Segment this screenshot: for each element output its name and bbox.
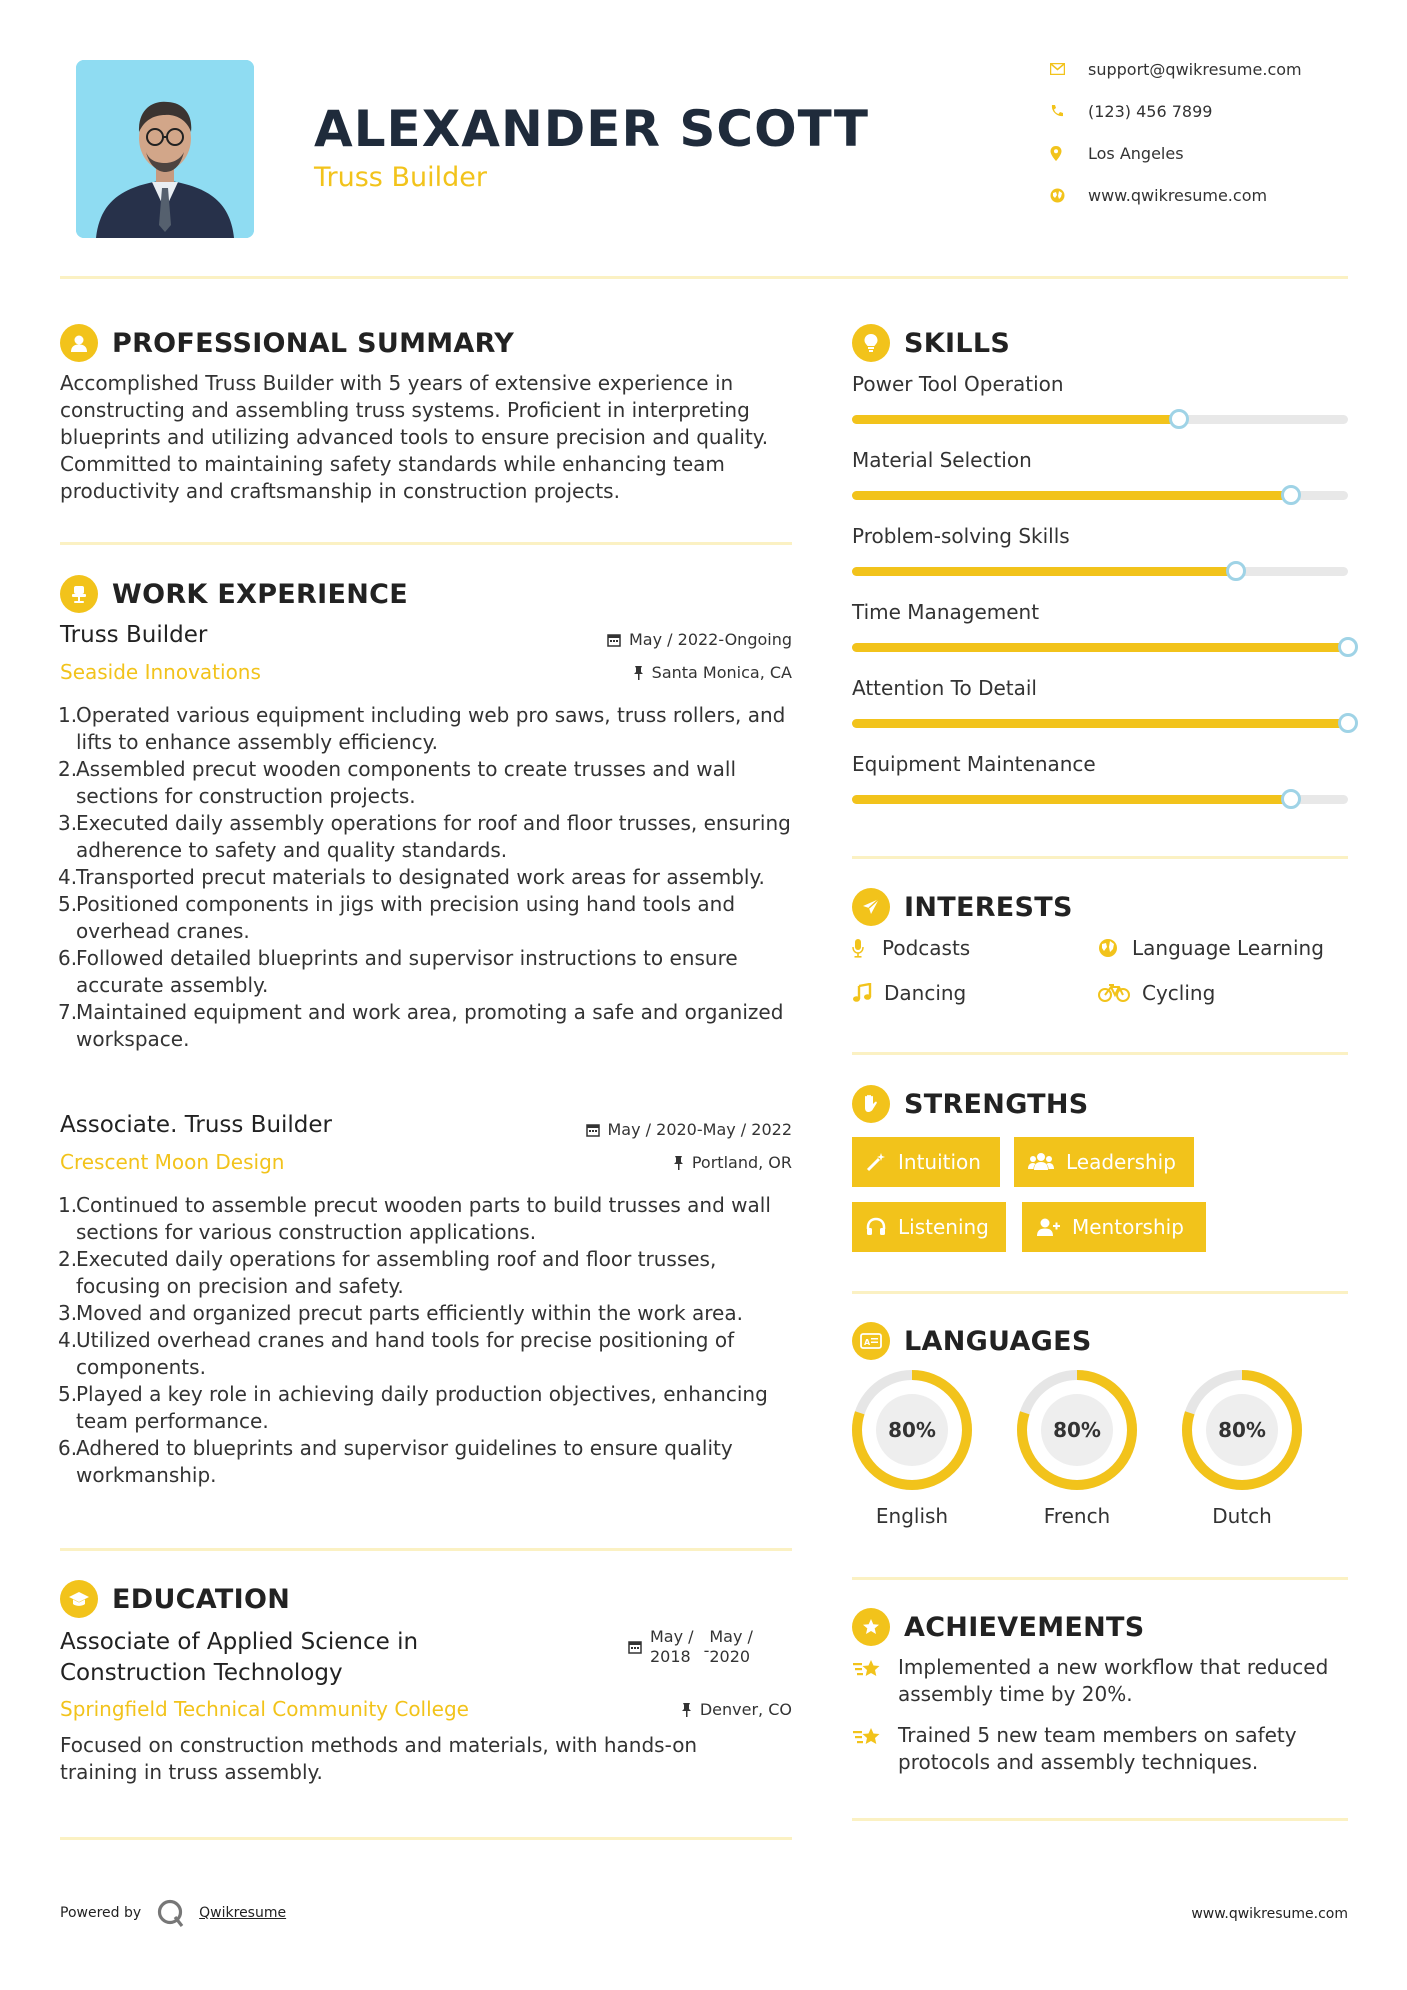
- summary-title: PROFESSIONAL SUMMARY: [112, 327, 515, 359]
- language-item: [850, 1368, 974, 1528]
- skills-list: [852, 372, 1348, 828]
- language-progress-ring: [1180, 1368, 1304, 1492]
- strength-badge: [852, 1202, 1006, 1252]
- skill-slider-handle[interactable]: [1338, 637, 1358, 657]
- skills-heading: [852, 324, 1010, 362]
- strength-label: Leadership: [1066, 1150, 1176, 1174]
- skill-bar: [852, 643, 1348, 652]
- phone-icon: [1050, 104, 1088, 118]
- education-location-text: Denver, CO: [699, 1700, 792, 1719]
- job-date: [500, 1120, 792, 1139]
- interests-heading: [852, 888, 1073, 926]
- job-date-text: May / 2020-May / 2022: [607, 1120, 792, 1139]
- degree-title: [60, 1627, 500, 1689]
- education-location: [500, 1700, 792, 1719]
- candidate-role: Truss Builder: [314, 162, 487, 193]
- bicycle-icon: [1098, 984, 1142, 1002]
- interests-title: INTERESTS: [904, 891, 1073, 923]
- job-location-text: Portland, OR: [691, 1153, 792, 1172]
- strength-label: Mentorship: [1072, 1215, 1184, 1239]
- job-date-text: May / 2022-Ongoing: [629, 630, 792, 649]
- contact-phone-text: (123) 456 7899: [1088, 101, 1213, 121]
- job-location-text: Santa Monica, CA: [651, 663, 792, 682]
- qwikresume-link[interactable]: Qwikresume: [199, 1905, 287, 1921]
- skill-label: Material Selection: [852, 448, 1032, 472]
- contact-website[interactable]: [1050, 180, 1370, 210]
- list-item: 1. Continued to assemble precut wooden parts to build trusses and wall sections for various construction applications.: [58, 1193, 771, 1244]
- interest-label: Dancing: [884, 981, 967, 1005]
- list-item: 4. Utilized overhead cranes and hand tools for precise positioning of components.: [58, 1328, 735, 1379]
- strength-badge: [852, 1137, 1000, 1187]
- language-percent: 80%: [888, 1418, 936, 1442]
- skill-slider-handle[interactable]: [1281, 789, 1301, 809]
- languages-divider: [852, 1577, 1348, 1580]
- skill-item: [852, 752, 1348, 828]
- education-divider: [60, 1837, 792, 1840]
- header-divider: [60, 276, 1348, 279]
- achievements-title: ACHIEVEMENTS: [904, 1611, 1145, 1643]
- strengths-divider: [852, 1291, 1348, 1294]
- calendar-icon: [628, 1640, 642, 1654]
- education-title: EDUCATION: [112, 1583, 291, 1615]
- languages-heading: [852, 1322, 1092, 1360]
- shooting-star-icon: [852, 1722, 898, 1776]
- job-title: Associate. Truss Builder: [60, 1112, 333, 1138]
- job-bullets: [58, 1192, 798, 1489]
- degree-line: Associate of Applied Science in: [60, 1629, 419, 1655]
- achievement-text: Implemented a new workflow that reduced assembly time by 20%.: [898, 1655, 1329, 1706]
- languages-title: LANGUAGES: [904, 1325, 1092, 1357]
- list-item: 1. Operated various equipment including web pro saws, truss rollers, and lifts to enhance assembly efficiency.: [58, 703, 786, 754]
- svg-text:A: A: [864, 1338, 871, 1347]
- skill-label: Equipment Maintenance: [852, 752, 1096, 776]
- achievement-item: [852, 1654, 1342, 1708]
- interest-item: [1098, 981, 1215, 1005]
- paper-plane-icon: [852, 888, 890, 926]
- language-label: English: [875, 1504, 949, 1528]
- strength-badge: [1014, 1137, 1194, 1187]
- list-item: 3. Executed daily assembly operations for roof and floor trusses, ensuring adherence to safety and quality standards.: [58, 811, 791, 862]
- interest-label: Language Learning: [1132, 936, 1324, 960]
- list-item: 4. Transported precut materials to designated work areas for assembly.: [58, 865, 765, 889]
- job-company: Crescent Moon Design: [60, 1150, 285, 1174]
- strength-label: Intuition: [898, 1150, 981, 1174]
- lightbulb-icon: [852, 324, 890, 362]
- interest-label: Podcasts: [882, 936, 971, 960]
- experience-divider: [60, 1548, 792, 1551]
- user-icon: [60, 324, 98, 362]
- job-location: [500, 1153, 792, 1172]
- job-company: Seaside Innovations: [60, 660, 261, 684]
- skill-item: [852, 372, 1348, 448]
- graduation-icon: [60, 1580, 98, 1618]
- strength-label: Listening: [898, 1215, 989, 1239]
- interest-label: Cycling: [1142, 981, 1216, 1005]
- job-location: [500, 663, 792, 682]
- education-date-start: May / 2018: [650, 1627, 694, 1666]
- star-badge-icon: [852, 1608, 890, 1646]
- contact-website-text: www.qwikresume.com: [1088, 185, 1268, 205]
- interest-item: [1098, 936, 1324, 960]
- hand-fist-icon: [852, 1085, 890, 1123]
- calendar-icon: [607, 633, 621, 647]
- skill-slider-handle[interactable]: [1169, 409, 1189, 429]
- globe-icon: [1050, 188, 1088, 203]
- pushpin-icon: [633, 666, 644, 680]
- skill-bar: [852, 719, 1348, 728]
- skill-bar-fill: [852, 643, 1348, 652]
- education-date-end: - May / 2020: [703, 1627, 753, 1666]
- qwikresume-logo-icon: [155, 1898, 189, 1928]
- list-item: 7. Maintained equipment and work area, promoting a safe and organized workspace.: [58, 1000, 784, 1051]
- skill-item: [852, 600, 1348, 676]
- skill-bar: [852, 567, 1348, 576]
- strength-badge: [1022, 1202, 1206, 1252]
- strengths-heading: [852, 1085, 1089, 1123]
- list-item: 2. Executed daily operations for assembling roof and floor trusses, focusing on precision and safety.: [58, 1247, 717, 1298]
- summary-text: Accomplished Truss Builder with 5 years of extensive experience in constructing and assembling truss systems. Proficient in interpreting blueprints and utilizing advanced tools to ensure precision and quality. Committed to maintaining safety standards while enhancing team productivity and craftsmanship in construction projects.: [60, 371, 769, 503]
- skill-item: [852, 676, 1348, 752]
- achievements-divider: [852, 1818, 1348, 1821]
- group-icon: [1028, 1152, 1054, 1172]
- skill-bar-fill: [852, 719, 1348, 728]
- list-item: 5. Played a key role in achieving daily production objectives, enhancing team performance.: [58, 1382, 768, 1433]
- strengths-title: STRENGTHS: [904, 1088, 1089, 1120]
- powered-by-label: Powered by: [60, 1905, 142, 1921]
- school-name: Springfield Technical Community College: [60, 1697, 469, 1721]
- skill-bar-fill: [852, 491, 1291, 500]
- summary-heading: [60, 324, 514, 362]
- language-item: [1180, 1368, 1304, 1528]
- language-percent: 80%: [1053, 1418, 1101, 1442]
- achievements-heading: [852, 1608, 1145, 1646]
- interest-item: [852, 936, 970, 960]
- skill-bar-fill: [852, 415, 1179, 424]
- footer-website[interactable]: www.qwikresume.com: [1191, 1906, 1348, 1922]
- skill-slider-handle[interactable]: [1338, 713, 1358, 733]
- list-item: 6. Adhered to blueprints and supervisor guidelines to ensure quality workmanship.: [58, 1436, 733, 1487]
- language-progress-ring: [1015, 1368, 1139, 1492]
- skill-slider-handle[interactable]: [1226, 561, 1246, 581]
- education-description: Focused on construction methods and materials, with hands-on training in truss assembly.: [60, 1733, 698, 1784]
- contact-location-text: Los Angeles: [1088, 143, 1184, 163]
- degree-line: Construction Technology: [60, 1660, 343, 1686]
- user-plus-icon: [1036, 1217, 1060, 1237]
- skill-bar-fill: [852, 567, 1236, 576]
- calendar-icon: [586, 1123, 600, 1137]
- contact-email[interactable]: [1050, 54, 1370, 84]
- skill-bar-fill: [852, 795, 1291, 804]
- language-item: [1015, 1368, 1139, 1528]
- music-icon: [852, 983, 884, 1003]
- headphones-icon: [866, 1217, 886, 1237]
- person-silhouette-icon: [76, 60, 254, 238]
- contact-phone[interactable]: [1050, 96, 1370, 126]
- skill-item: [852, 448, 1348, 524]
- language-label: French: [1043, 1504, 1111, 1528]
- contact-email-text: support@qwikresume.com: [1088, 59, 1302, 79]
- shooting-star-icon: [852, 1654, 898, 1708]
- envelope-icon: [1050, 63, 1088, 75]
- achievement-text: Trained 5 new team members on safety protocols and assembly techniques.: [898, 1723, 1297, 1774]
- language-progress-ring: [850, 1368, 974, 1492]
- magic-wand-icon: [866, 1152, 886, 1172]
- skill-label: Power Tool Operation: [852, 372, 1064, 396]
- education-heading: [60, 1580, 290, 1618]
- language-card-icon: [852, 1322, 890, 1360]
- list-item: 6. Followed detailed blueprints and supervisor instructions to ensure accurate assembly.: [58, 946, 738, 997]
- candidate-name: ALEXANDER SCOTT: [314, 100, 869, 158]
- job-bullets: [58, 702, 798, 1053]
- experience-title: WORK EXPERIENCE: [112, 578, 408, 610]
- skill-bar: [852, 491, 1348, 500]
- language-percent: 80%: [1218, 1418, 1266, 1442]
- interest-item: [852, 981, 966, 1005]
- footer-powered: [60, 1898, 286, 1928]
- skills-divider: [852, 856, 1348, 859]
- job-title: Truss Builder: [60, 622, 208, 648]
- skill-label: Time Management: [852, 600, 1040, 624]
- skill-label: Attention To Detail: [852, 676, 1037, 700]
- experience-heading: [60, 575, 408, 613]
- list-item: 2. Assembled precut wooden components to create trusses and wall sections for construction projects.: [58, 757, 737, 808]
- briefcase-chair-icon: [60, 575, 98, 613]
- profile-photo: [76, 60, 254, 238]
- pushpin-icon: [681, 1703, 692, 1717]
- map-pin-icon: [1050, 146, 1088, 161]
- skill-item: [852, 524, 1348, 600]
- skill-bar: [852, 415, 1348, 424]
- education-date: [628, 1627, 753, 1667]
- achievement-item: [852, 1722, 1342, 1776]
- interests-divider: [852, 1052, 1348, 1055]
- pushpin-icon: [673, 1156, 684, 1170]
- microphone-icon: [852, 938, 882, 958]
- summary-divider: [60, 542, 792, 545]
- list-item: 3. Moved and organized precut parts efficiently within the work area.: [58, 1301, 743, 1325]
- skills-title: SKILLS: [904, 327, 1011, 359]
- contact-location: [1050, 138, 1370, 168]
- skill-bar: [852, 795, 1348, 804]
- list-item: 5. Positioned components in jigs with precision using hand tools and overhead cranes.: [58, 892, 736, 943]
- language-label: Dutch: [1212, 1504, 1272, 1528]
- job-date: [500, 630, 792, 649]
- skill-slider-handle[interactable]: [1281, 485, 1301, 505]
- globe-icon: [1098, 938, 1132, 958]
- skill-label: Problem-solving Skills: [852, 524, 1070, 548]
